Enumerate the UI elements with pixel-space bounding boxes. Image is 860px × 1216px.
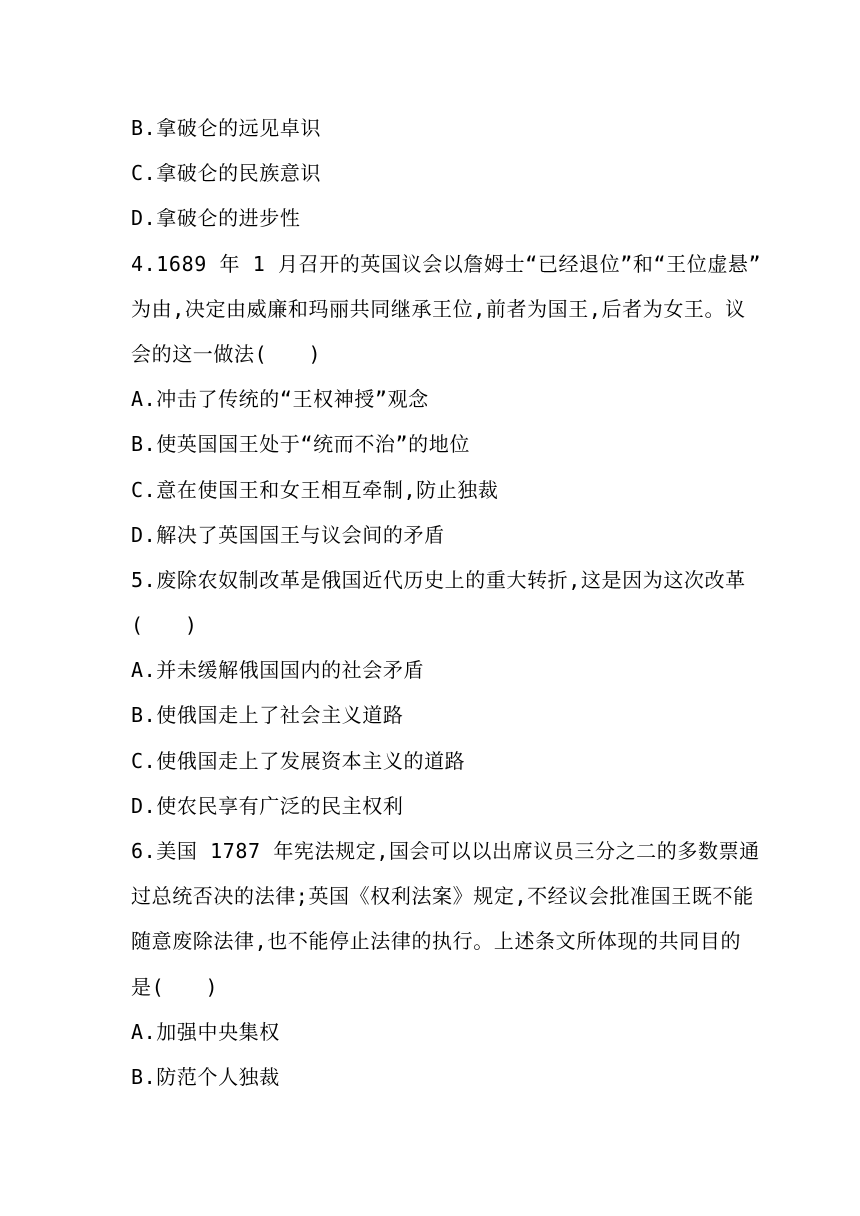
option-line-4c: C.意在使国王和女王相互牵制,防止独裁: [131, 477, 499, 502]
question-5-line-1: 5.废除农奴制改革是俄国近代历史上的重大转折,这是因为这次改革: [131, 567, 746, 592]
option-line-4a: A.冲击了传统的“王权神授”观念: [131, 387, 429, 412]
option-line-3d: D.拿破仑的进步性: [131, 206, 301, 231]
question-5-line-2: ( ): [131, 613, 198, 638]
option-line-3c: C.拿破仑的民族意识: [131, 161, 322, 186]
option-line-5b: B.使俄国走上了社会主义道路: [131, 703, 404, 728]
question-4-line-1: 4.1689 年 1 月召开的英国议会以詹姆士“已经退位”和“王位虚悬”: [131, 251, 762, 276]
option-line-4d: D.解决了英国国王与议会间的矛盾: [131, 522, 445, 547]
option-line-5a: A.并未缓解俄国国内的社会矛盾: [131, 658, 425, 683]
option-line-6b: B.防范个人独裁: [131, 1064, 280, 1089]
question-text-block: [131, 106, 762, 1100]
question-6-line-3: 随意废除法律,也不能停止法律的执行。上述条文所体现的共同目的: [131, 929, 742, 954]
option-line-6a: A.加强中央集权: [131, 1019, 280, 1044]
question-6-line-4: 是( ): [131, 974, 219, 999]
option-line-5c: C.使俄国走上了发展资本主义的道路: [131, 748, 466, 773]
question-4-line-2: 为由,决定由威廉和玛丽共同继承王位,前者为国王,后者为女王。议: [131, 296, 746, 321]
option-line-5d: D.使农民享有广泛的民主权利: [131, 793, 404, 818]
question-6-line-1: 6.美国 1787 年宪法规定,国会可以以出席议员三分之二的多数票通: [131, 839, 760, 863]
option-line-3b: B.拿破仑的远见卓识: [131, 116, 322, 140]
question-6-line-2: 过总统否决的法律;英国《权利法案》规定,不经议会批准国王既不能: [131, 884, 754, 909]
option-line-4b: B.使英国国王处于“统而不治”的地位: [131, 432, 470, 457]
question-4-line-3: 会的这一做法( ): [131, 341, 322, 366]
